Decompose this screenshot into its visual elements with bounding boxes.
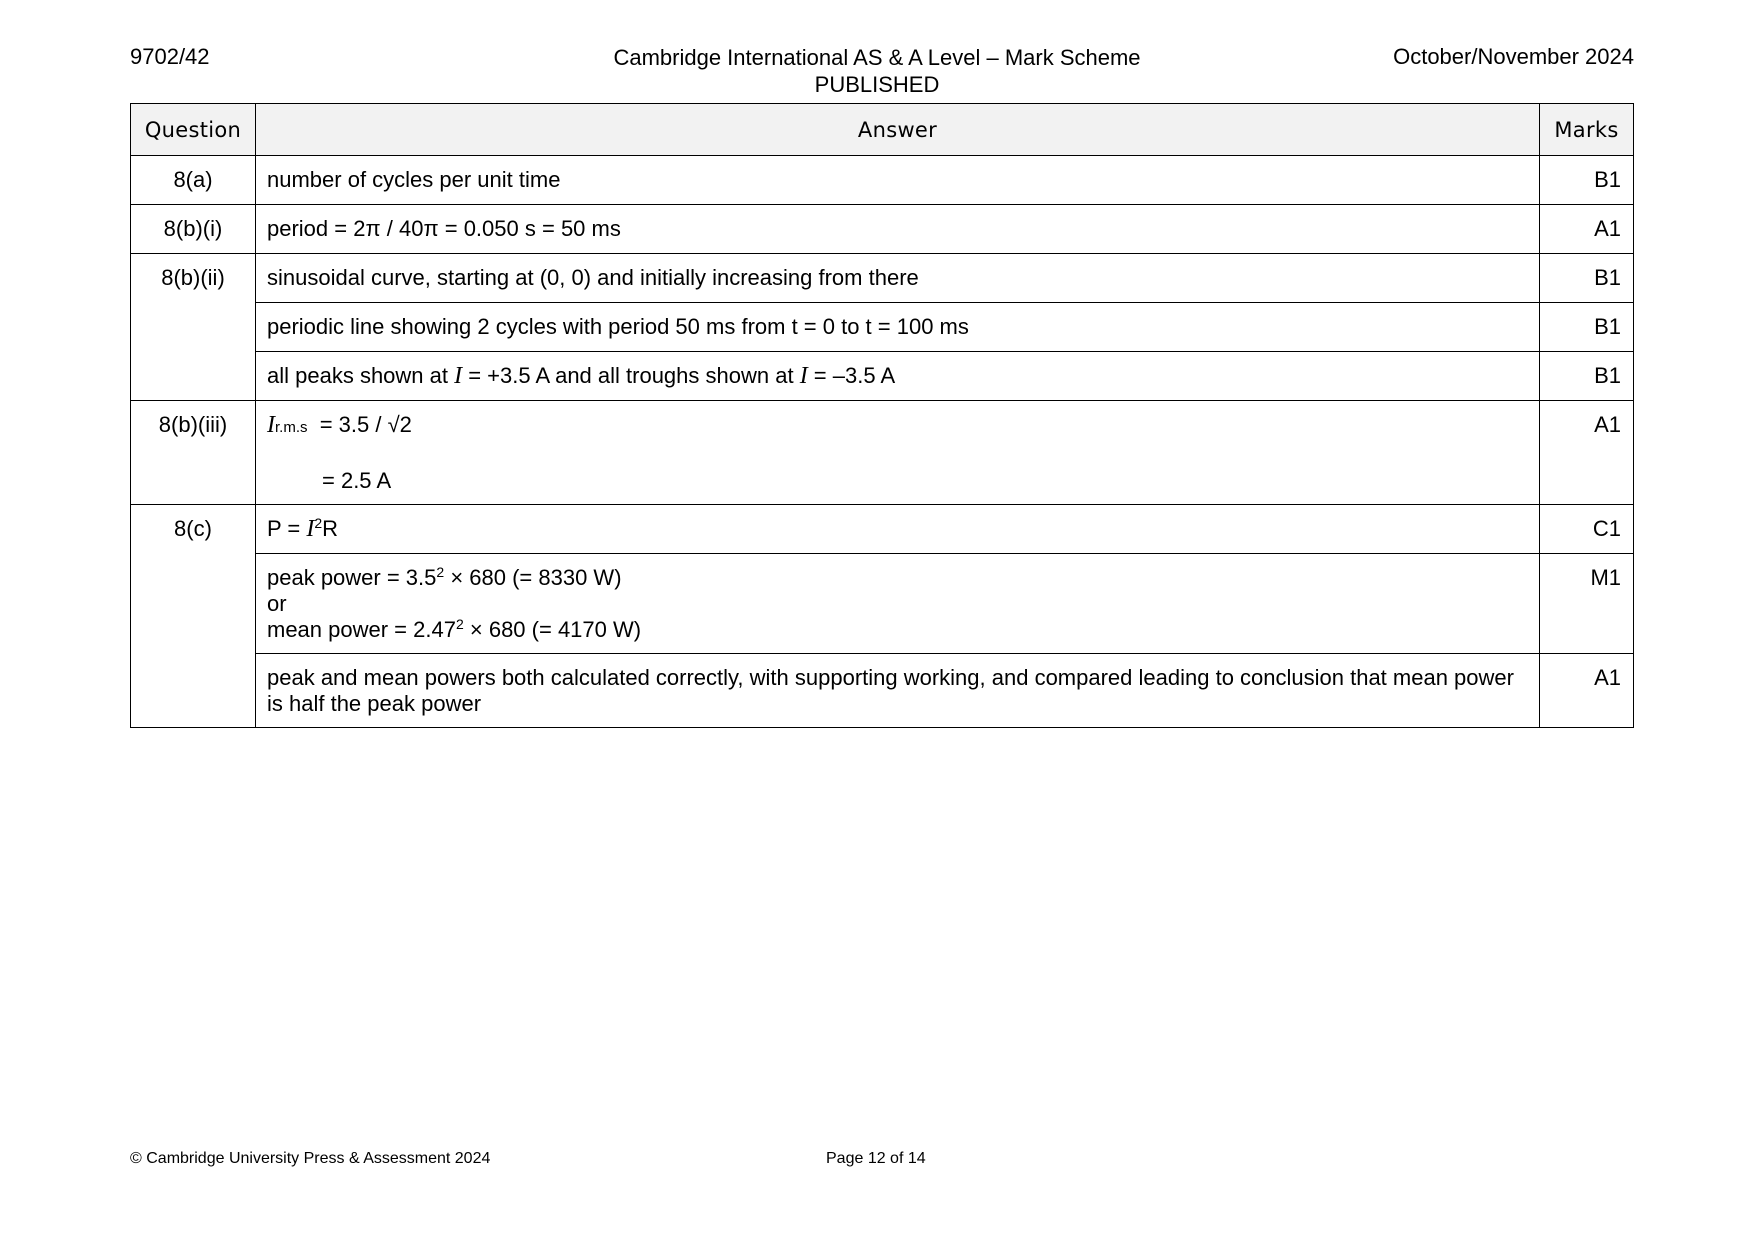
table-header-row bbox=[131, 104, 1634, 156]
table-row bbox=[131, 303, 1634, 352]
answer-cell bbox=[256, 505, 1540, 554]
mark-cell: A1 bbox=[1540, 401, 1634, 505]
answer-text: mean power = 2.47 bbox=[267, 617, 456, 642]
current-symbol: I bbox=[454, 363, 463, 389]
mark-cell: A1 bbox=[1540, 205, 1634, 254]
mark-cell: M1 bbox=[1540, 554, 1634, 654]
power-superscript: 2 bbox=[314, 515, 323, 531]
table-row bbox=[131, 254, 1634, 303]
table-row bbox=[131, 352, 1634, 401]
question-cell: 8(b)(i) bbox=[131, 205, 256, 254]
answer-text: P = bbox=[267, 516, 307, 541]
copyright-notice: © Cambridge University Press & Assessment 2024 bbox=[130, 1150, 491, 1167]
answer-cell bbox=[256, 554, 1540, 654]
page-number: Page 12 of 14 bbox=[826, 1150, 926, 1167]
mark-cell: A1 bbox=[1540, 654, 1634, 728]
table-row bbox=[131, 205, 1634, 254]
answer-text: peak power = 3.5 bbox=[267, 565, 437, 590]
mark-cell: C1 bbox=[1540, 505, 1634, 554]
answer-text: or bbox=[267, 591, 287, 616]
answer-result: = 2.5 A bbox=[322, 468, 392, 493]
document-subtitle: PUBLISHED bbox=[814, 72, 940, 97]
answer-cell: sinusoidal curve, starting at (0, 0) and initially increasing from there bbox=[256, 254, 1540, 303]
answer-text: × 680 (= 4170 W) bbox=[463, 617, 642, 642]
current-symbol: I bbox=[799, 363, 808, 389]
mark-cell: B1 bbox=[1540, 303, 1634, 352]
question-cell: 8(a) bbox=[131, 156, 256, 205]
table-row bbox=[131, 156, 1634, 205]
question-cell: 8(b)(iii) bbox=[131, 401, 256, 505]
answer-cell: period = 2π / 40π = 0.050 s = 50 ms bbox=[256, 205, 1540, 254]
answer-column-header: Answer bbox=[256, 104, 1540, 156]
mark-cell: B1 bbox=[1540, 352, 1634, 401]
answer-cell bbox=[256, 352, 1540, 401]
document-title: Cambridge International AS & A Level – Mark Scheme bbox=[613, 45, 1141, 70]
rms-subscript: r.m.s bbox=[275, 419, 308, 436]
question-cell: 8(c) bbox=[131, 505, 256, 728]
answer-cell: periodic line showing 2 cycles with period 50 ms from t = 0 to t = 100 ms bbox=[256, 303, 1540, 352]
question-cell: 8(b)(ii) bbox=[131, 254, 256, 401]
exam-session: October/November 2024 bbox=[1393, 44, 1634, 69]
table-row bbox=[131, 401, 1634, 505]
table-row bbox=[131, 654, 1634, 728]
power-superscript: 2 bbox=[436, 564, 445, 580]
table-row bbox=[131, 505, 1634, 554]
current-symbol: I bbox=[306, 516, 315, 542]
marks-column-header: Marks bbox=[1540, 104, 1634, 156]
answer-cell bbox=[256, 401, 1540, 505]
answer-cell: peak and mean powers both calculated correctly, with supporting working, and compared leading to conclusion that mean power is half the peak power bbox=[256, 654, 1540, 728]
table-row bbox=[131, 554, 1634, 654]
paper-code: 9702/42 bbox=[130, 44, 210, 69]
answer-text: × 680 (= 8330 W) bbox=[444, 565, 622, 590]
mark-scheme-table bbox=[130, 103, 1634, 728]
question-column-header: Question bbox=[131, 104, 256, 156]
current-symbol: I bbox=[267, 412, 275, 438]
answer-text: = 3.5 / √2 bbox=[307, 412, 412, 437]
mark-cell: B1 bbox=[1540, 156, 1634, 205]
answer-text: = –3.5 A bbox=[807, 363, 896, 388]
mark-cell: B1 bbox=[1540, 254, 1634, 303]
answer-cell: number of cycles per unit time bbox=[256, 156, 1540, 205]
answer-text: all peaks shown at bbox=[267, 363, 455, 388]
answer-text: R bbox=[322, 516, 339, 541]
power-superscript: 2 bbox=[455, 616, 464, 632]
answer-text: = +3.5 A and all troughs shown at bbox=[462, 363, 800, 388]
